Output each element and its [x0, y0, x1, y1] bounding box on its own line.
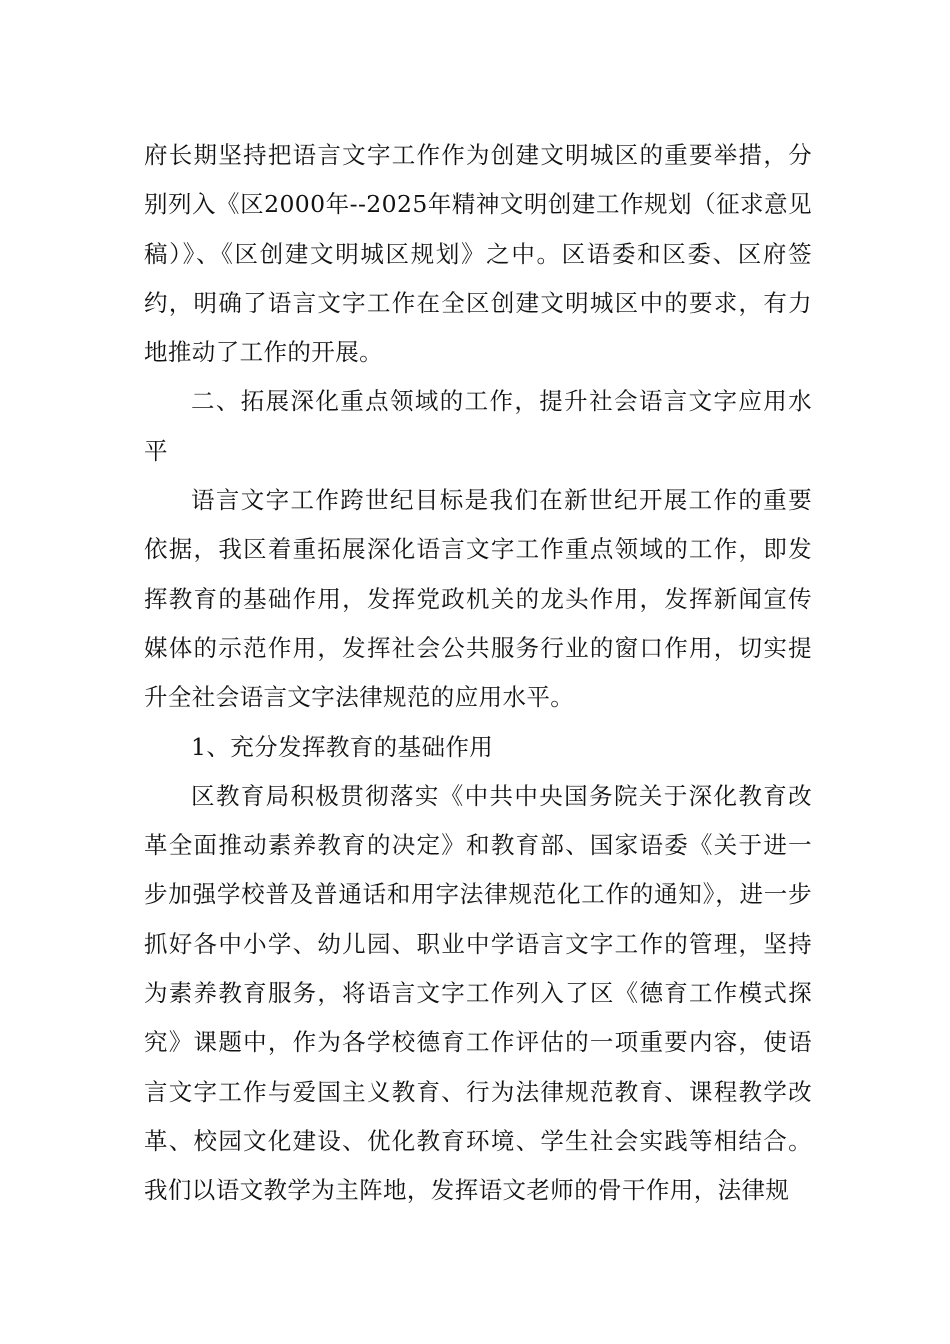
paragraph-education: 区教育局积极贯彻落实《中共中央国务院关于深化教育改革全面推动素养教育的决定》和教育部、国家语委《关于进一步加强学校普及普通话和用字法律规范化工作的通知》，进一步抓好各中小学、幼儿园、职业中学语言文字工作的管理，坚持为素养教育服务，将语言文字工作列入了区《德育工作模式探究》课题中，作为各学校德育工作评估的一项重要内容，使语言文字工作与爱国主义教育、行为法律规范教育、课程教学改革、校园文化建设、优化教育环境、学生社会实践等相结合。我们以语文教学为主阵地，发挥语文老师的骨干作用，法律规: [144, 781, 812, 1205]
subsection-heading-1: 1、充分发挥教育的基础作用: [191, 732, 494, 761]
section-heading-2: 二、拓展深化重点领域的工作，提升社会语言文字应用水平: [144, 387, 812, 465]
document-body: [144, 131, 812, 1216]
paragraph-continuation: 府长期坚持把语言文字工作作为创建文明城区的重要举措，分别列入《区2000年--2025年精神文明创建工作规划（征求意见稿）》、《区创建文明城区规划》之中。区语委和区委、区府签约，明确了语言文字工作在全区创建文明城区中的要求，有力地推动了工作的开展。: [144, 141, 812, 367]
paragraph-key-areas: 语言文字工作跨世纪目标是我们在新世纪开展工作的重要依据，我区着重拓展深化语言文字工作重点领域的工作，即发挥教育的基础作用，发挥党政机关的龙头作用，发挥新闻宣传媒体的示范作用，发挥社会公共服务行业的窗口作用，切实提升全社会语言文字法律规范的应用水平。: [144, 486, 812, 712]
